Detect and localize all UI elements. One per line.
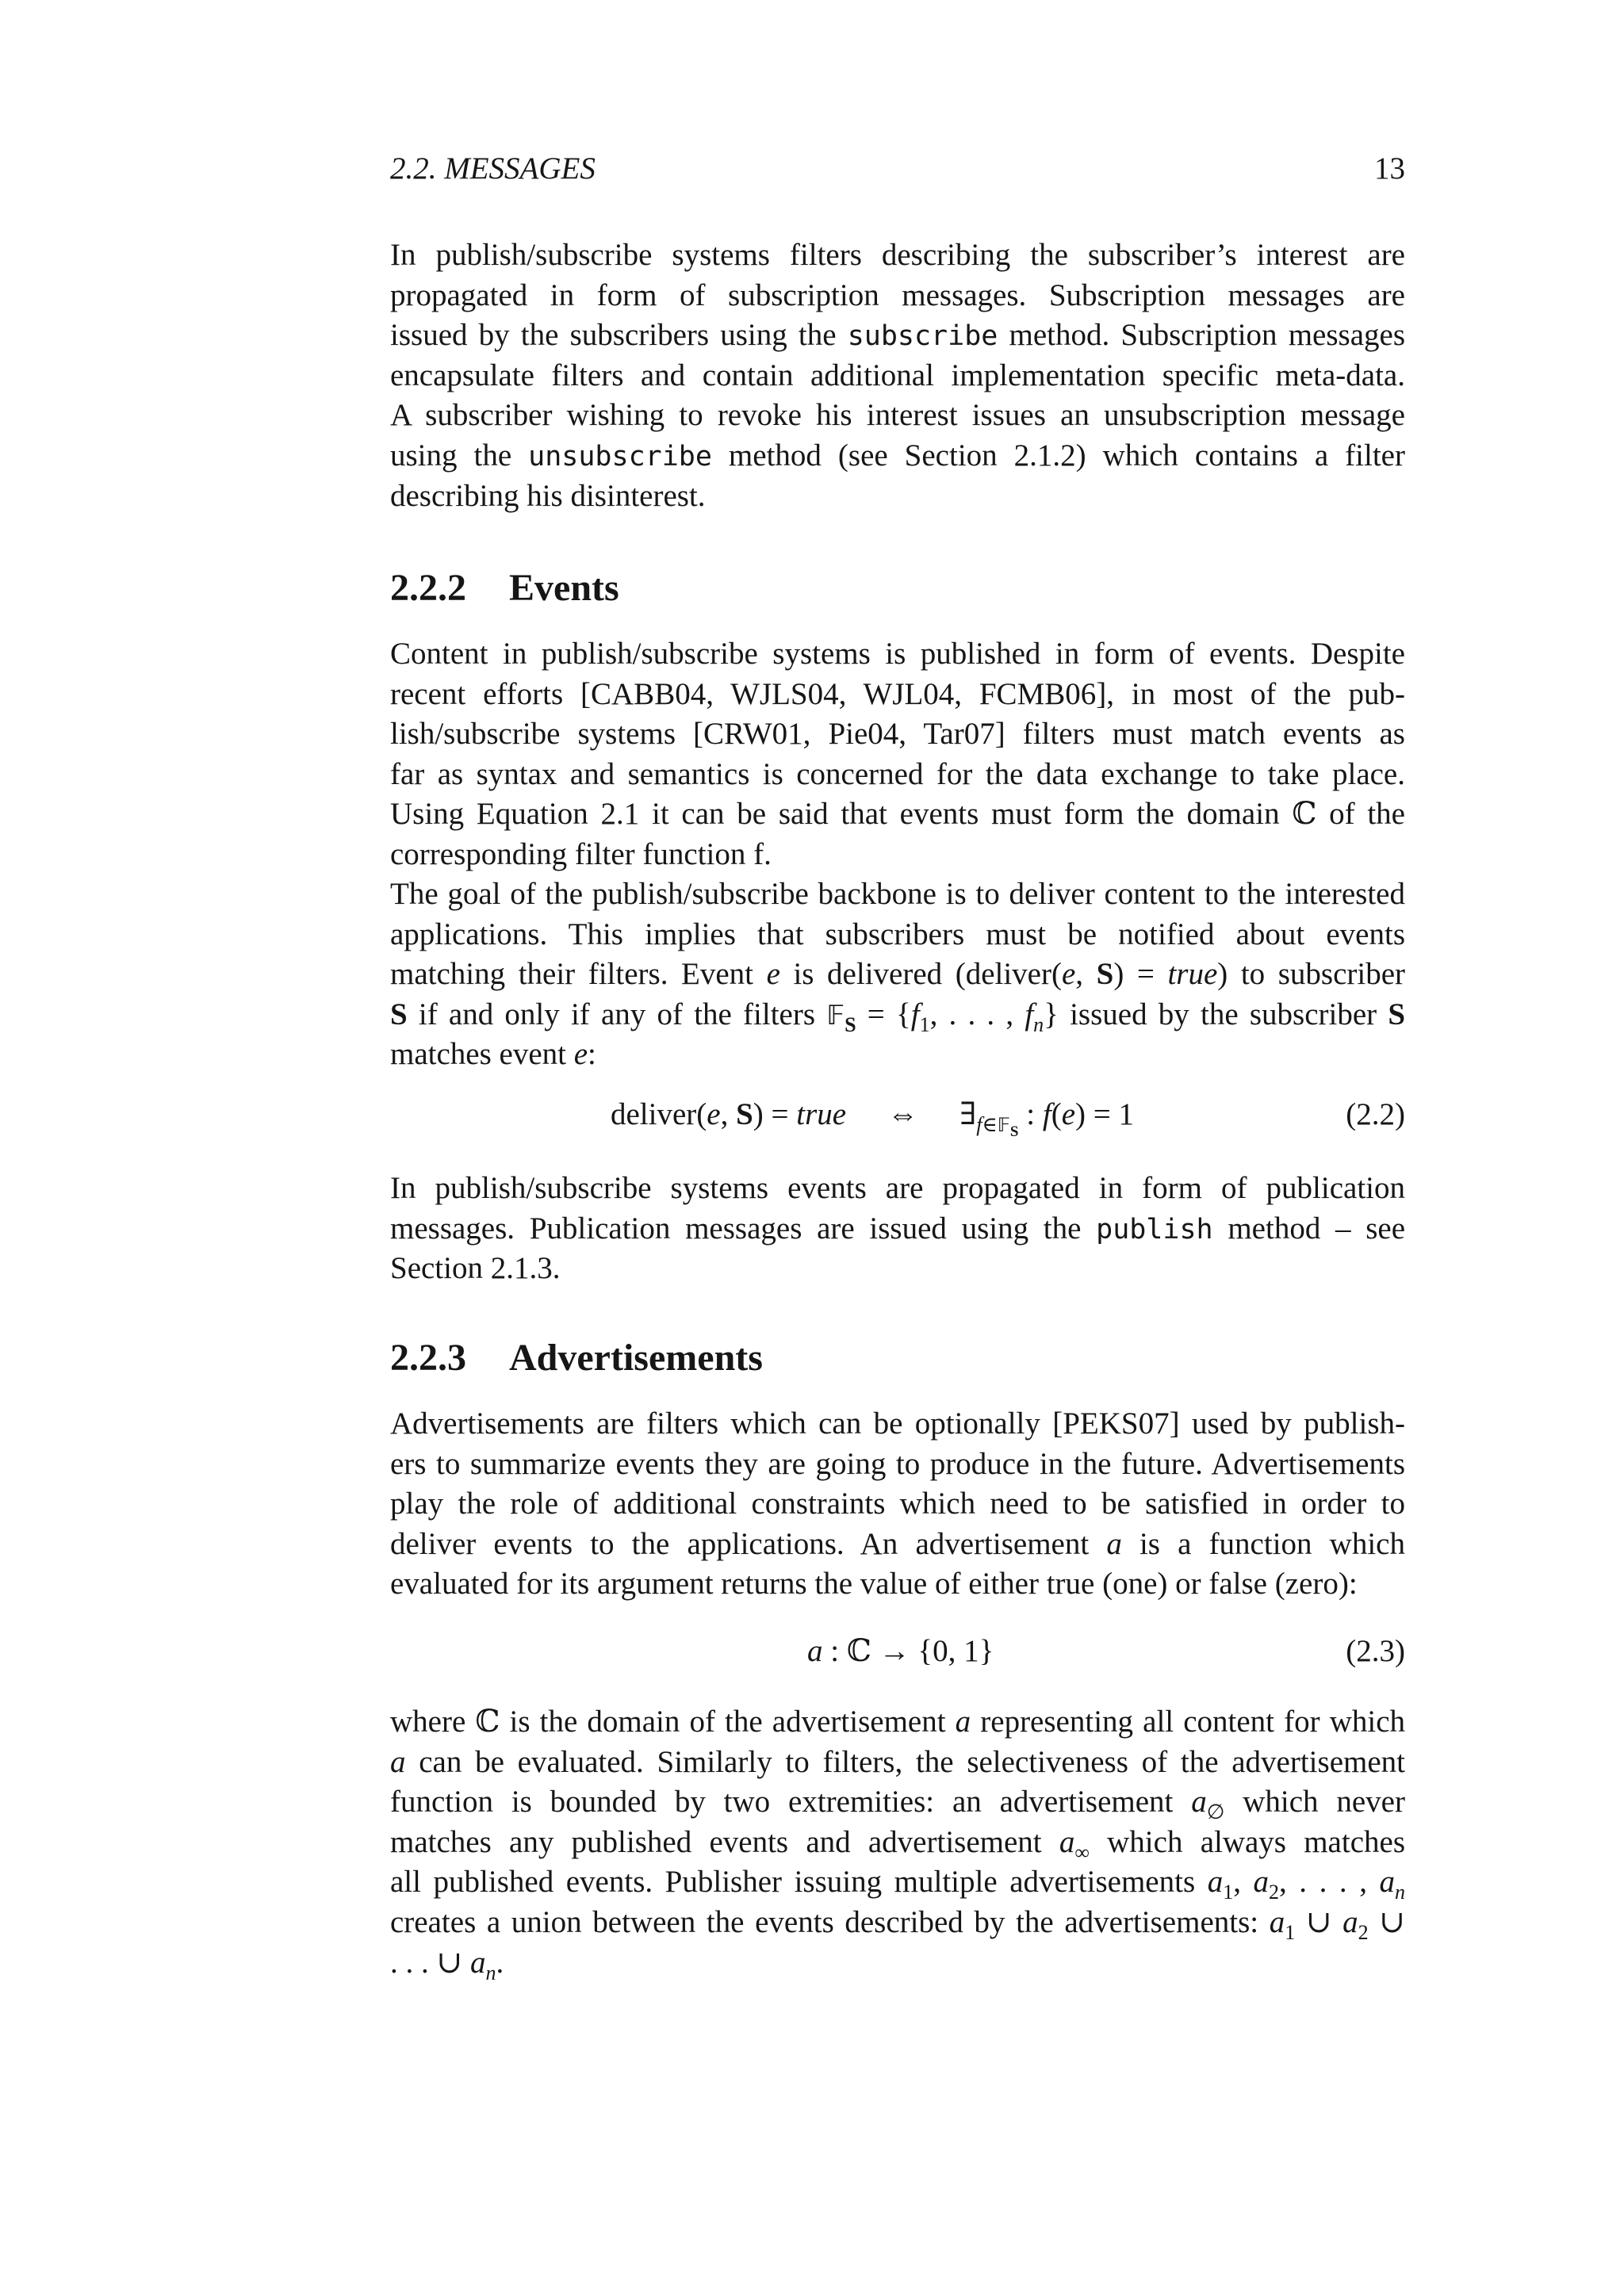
text-line: Advertisements are filters which can be optionally [PEKS07] used by publish- [390, 1406, 1405, 1441]
text-line: all published events. Publisher issuing multiple advertisements $a_1$, $a_2$, . . . , $a_n$ [390, 1865, 1406, 1904]
text-line: far as syntax and semantics is concerned for the data exchange to take place. [390, 756, 1405, 791]
equation-number: (2.3) [1346, 1634, 1405, 1668]
text-line: a can be evaluated. Similarly to filters, the selectiveness of the advertisement [390, 1744, 1405, 1779]
text-line: A subscriber wishing to revoke his interest issues an unsubscription message [390, 398, 1405, 433]
text-line: issued by the subscribers using the subscribe method. Subscription messages [390, 318, 1406, 353]
text-line: creates a union between the events described by the advertisements: $a_1$ ∪ $a_2$ ∪ [390, 1904, 1405, 1944]
text-line: Content in publish/subscribe systems is published in form of events. Despite [390, 637, 1405, 671]
equation-body: a : ℂ → {0, 1} [807, 1634, 994, 1668]
text-line: S if and only if any of the filters 𝔽$_S$ = {$f_1$, . . . , $f_n$} issued by the subscriber S [390, 997, 1406, 1036]
paragraph-publication [390, 1169, 1405, 1289]
iff-symbol: ⇔ [887, 1097, 919, 1131]
equation-body: deliver(e, S) = true ⇔ $\exists_{f\in 𝔽_S}$ : f(e) = 1 [611, 1097, 1134, 1140]
text-line: corresponding filter function f. [390, 836, 772, 871]
code-unsubscribe: unsubscribe [528, 440, 712, 473]
text-line: play the role of additional constraints which need to be satisfied in order to [390, 1487, 1405, 1521]
text-line: describing his disinterest. [390, 478, 706, 513]
section-heading-events: 2.2.2 Events [390, 567, 619, 609]
text-line: messages. Publication messages are issued using the publish method – see [390, 1211, 1406, 1246]
text-line: Section 2.1.3. [390, 1251, 561, 1286]
paragraph-advertisement-domain [390, 1702, 1405, 1983]
paragraph-events [390, 634, 1405, 875]
text-line: function is bounded by two extremities: an advertisement $a_\emptyset$ which never [390, 1785, 1405, 1823]
text-line: . . . ∪ $a_n$. [390, 1945, 504, 1984]
code-subscribe: subscribe [847, 320, 998, 353]
text-line: using the unsubscribe method (see Section 2.1.2) which contains a filter [390, 438, 1405, 473]
text-line: In publish/subscribe systems events are propagated in form of publication [390, 1171, 1405, 1205]
equation-2-2 [390, 1093, 1405, 1140]
text-line: matches event e: [390, 1037, 596, 1072]
text-line: The goal of the publish/subscribe backbone is to deliver content to the interested [390, 877, 1405, 911]
paragraph-advertisements [390, 1404, 1405, 1605]
text-line: applications. This implies that subscribers must be notified about events [390, 916, 1405, 951]
running-header [390, 149, 1405, 189]
text-line: recent efforts [CABB04, WJLS04, WJL04, FCMB06], in most of the pub- [390, 676, 1405, 711]
equation-number: (2.2) [1346, 1097, 1405, 1131]
text-line: In publish/subscribe systems filters describing the subscriber’s interest are [390, 238, 1405, 272]
text-line: lish/subscribe systems [CRW01, Pie04, Tar07] filters must match events as [390, 717, 1405, 752]
equation-2-3 [390, 1629, 1405, 1674]
text-line: matching their filters. Event e is delivered (deliver(e, S) = true) to subscriber [390, 957, 1406, 992]
text-line: evaluated for its argument returns the value of either true (one) or false (zero): [390, 1567, 1358, 1601]
text-line: encapsulate filters and contain additional implementation specific meta-data. [390, 358, 1405, 392]
paragraph-subscriptions [390, 235, 1405, 516]
exists-symbol: ∃ [959, 1097, 977, 1131]
text-line: ers to summarize events they are going to produce in the future. Advertisements [390, 1446, 1405, 1481]
paragraph-delivery [390, 874, 1405, 1075]
header-section-title: 2.2. MESSAGES [390, 151, 596, 186]
code-publish: publish [1096, 1213, 1213, 1246]
text-line: where ℂ is the domain of the advertisement a representing all content for which [390, 1705, 1405, 1739]
text-line: propagated in form of subscription messages. Subscription messages are [390, 277, 1405, 312]
text-line: Using Equation 2.1 it can be said that events must form the domain ℂ of the [390, 797, 1405, 832]
page-number: 13 [1374, 151, 1405, 186]
text-line: deliver events to the applications. An advertisement a is a function which [390, 1526, 1405, 1561]
text-line: matches any published events and advertisement $a_\infty$ which always matches [390, 1824, 1406, 1864]
section-heading-advertisements: 2.2.3 Advertisements [390, 1337, 763, 1379]
